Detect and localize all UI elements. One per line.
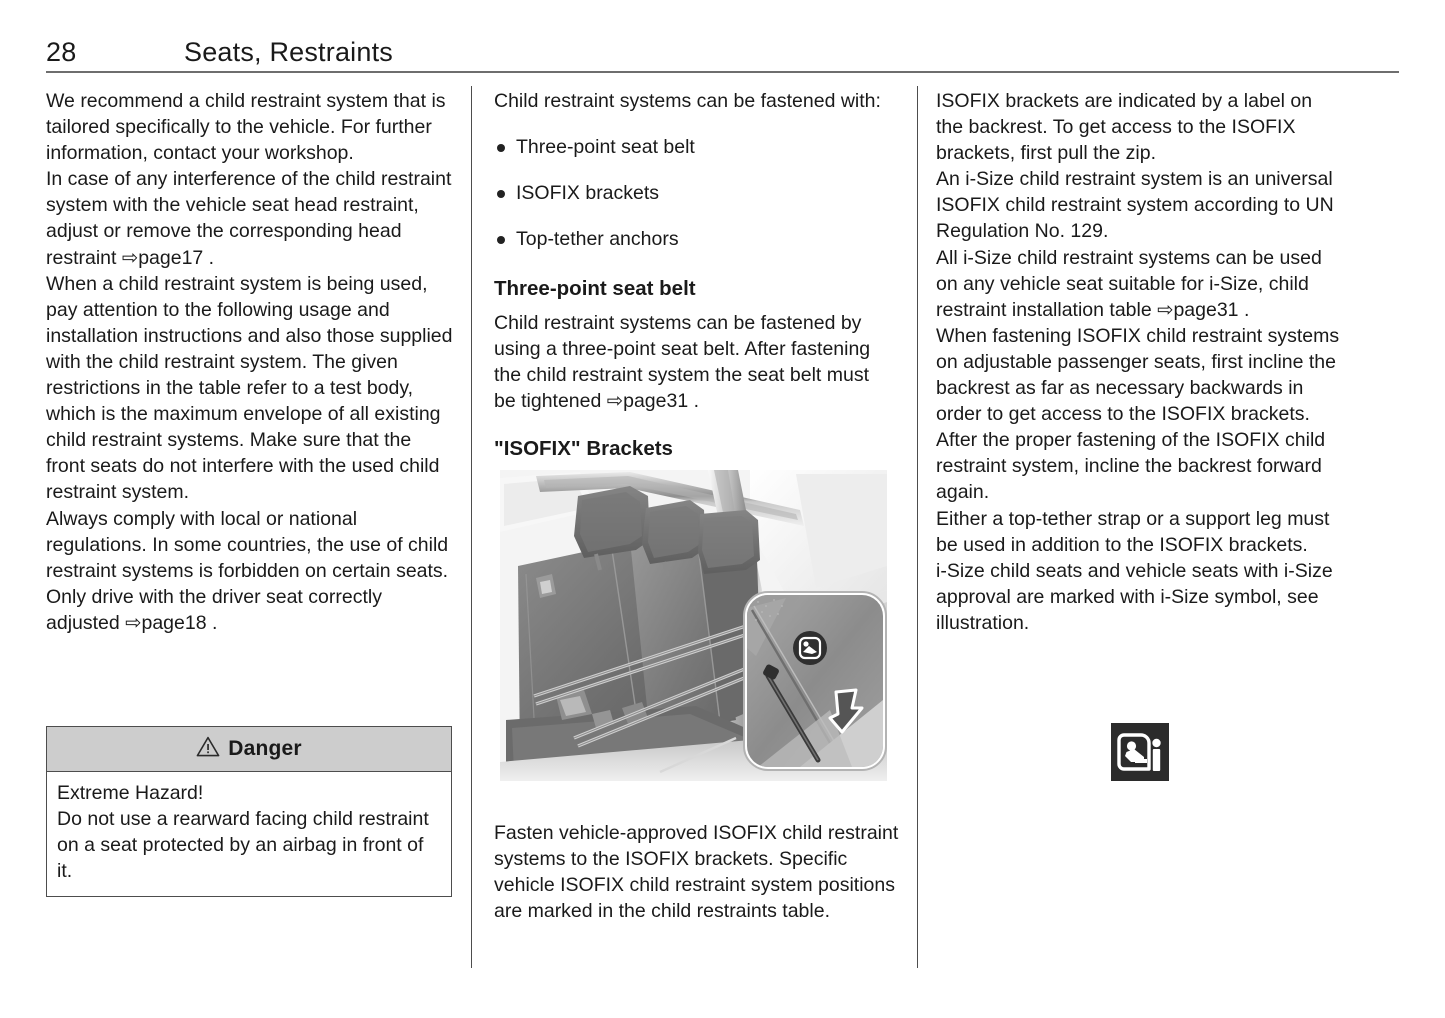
danger-line: Do not use a rearward facing child restraint on a seat protected by an airbag in front of it. — [57, 808, 429, 882]
paragraph: Child restraint systems can be fastened by using a three-point seat belt. After fastening the child restraint system the seat belt must be tightened ⇨page31 . — [494, 312, 871, 413]
i-size-symbol-icon — [1111, 723, 1169, 781]
paragraph: Either a top-tether strap or a support leg must be used in addition to the ISOFIX brackets. — [936, 507, 1330, 556]
illustration-caption — [494, 820, 899, 924]
paragraph: An i-Size child restraint system is an universal ISOFIX child restraint system according to UN Regulation No. 129. — [936, 168, 1334, 243]
rear-seat-isofix-brackets-illustration — [500, 470, 887, 781]
paragraph: We recommend a child restraint system that is tailored specifically to the vehicle. For further information, contact your workshop. — [46, 90, 446, 165]
paragraph: Only drive with the driver seat correctly adjusted ⇨page18 . — [46, 585, 382, 634]
column-one — [46, 88, 454, 636]
danger-line: Extreme Hazard! — [57, 782, 204, 804]
paragraph: All i-Size child restraint systems can be used on any vehicle seat suitable for i-Size, child restraint installation table ⇨page31 . — [936, 246, 1322, 321]
fastening-options-list — [494, 134, 894, 252]
list-item: Three-point seat belt — [494, 134, 894, 160]
list-item: ISOFIX brackets — [494, 180, 894, 206]
paragraph: When fastening ISOFIX child restraint systems on adjustable passenger seats, first incline the backrest as far as necessary backwards in order to get access to the ISOFIX brackets. — [936, 324, 1340, 426]
paragraph: Child restraint systems can be fastened with: — [494, 90, 881, 112]
paragraph: Always comply with local or national regulations. In some countries, the use of child restraint systems is forbidden on certain seats. — [46, 507, 449, 582]
section-heading-three-point-seat-belt: Three-point seat belt — [494, 277, 696, 301]
danger-callout-header — [47, 727, 451, 772]
column-two — [494, 88, 894, 462]
paragraph: When a child restraint system is being used, pay attention to the following usage and installation instructions and also those supplied with the child restraint system. The given restrictions in the table refer to a test body, which is the maximum envelope of all existing child restraint systems. Make sure that the front seats do not interfere with the used child restraint system. — [46, 272, 453, 504]
page-number: 28 — [46, 37, 77, 67]
danger-callout-box — [46, 726, 452, 897]
child-seat-label-icon — [793, 631, 827, 665]
page-title: Seats, Restraints — [184, 37, 393, 67]
page-header — [46, 36, 1399, 70]
paragraph: ISOFIX brackets are indicated by a label on the backrest. To get access to the ISOFIX brackets, first pull the zip. — [936, 90, 1313, 165]
header-divider-rule — [46, 71, 1399, 73]
danger-callout-title: Danger — [228, 737, 302, 760]
paragraph: After the proper fastening of the ISOFIX child restraint system, incline the backrest forward again. — [936, 429, 1326, 504]
paragraph: In case of any interference of the child restraint system with the vehicle seat head restraint, adjust or remove the corresponding head restraint ⇨page17 . — [46, 168, 452, 269]
warning-triangle-icon — [196, 736, 220, 762]
list-item: Top-tether anchors — [494, 226, 894, 252]
paragraph: i-Size child seats and vehicle seats with i-Size approval are marked with i-Size symbol, see illustration. — [936, 559, 1333, 634]
danger-callout-body — [47, 772, 451, 896]
section-heading-isofix-brackets: "ISOFIX" Brackets — [494, 437, 673, 461]
column-three — [936, 88, 1341, 636]
paragraph: Fasten vehicle-approved ISOFIX child restraint systems to the ISOFIX brackets. Specific vehicle ISOFIX child restraint system positions are marked in the child restraints table. — [494, 822, 899, 923]
column-divider-2 — [917, 86, 918, 968]
column-divider-1 — [471, 86, 472, 968]
